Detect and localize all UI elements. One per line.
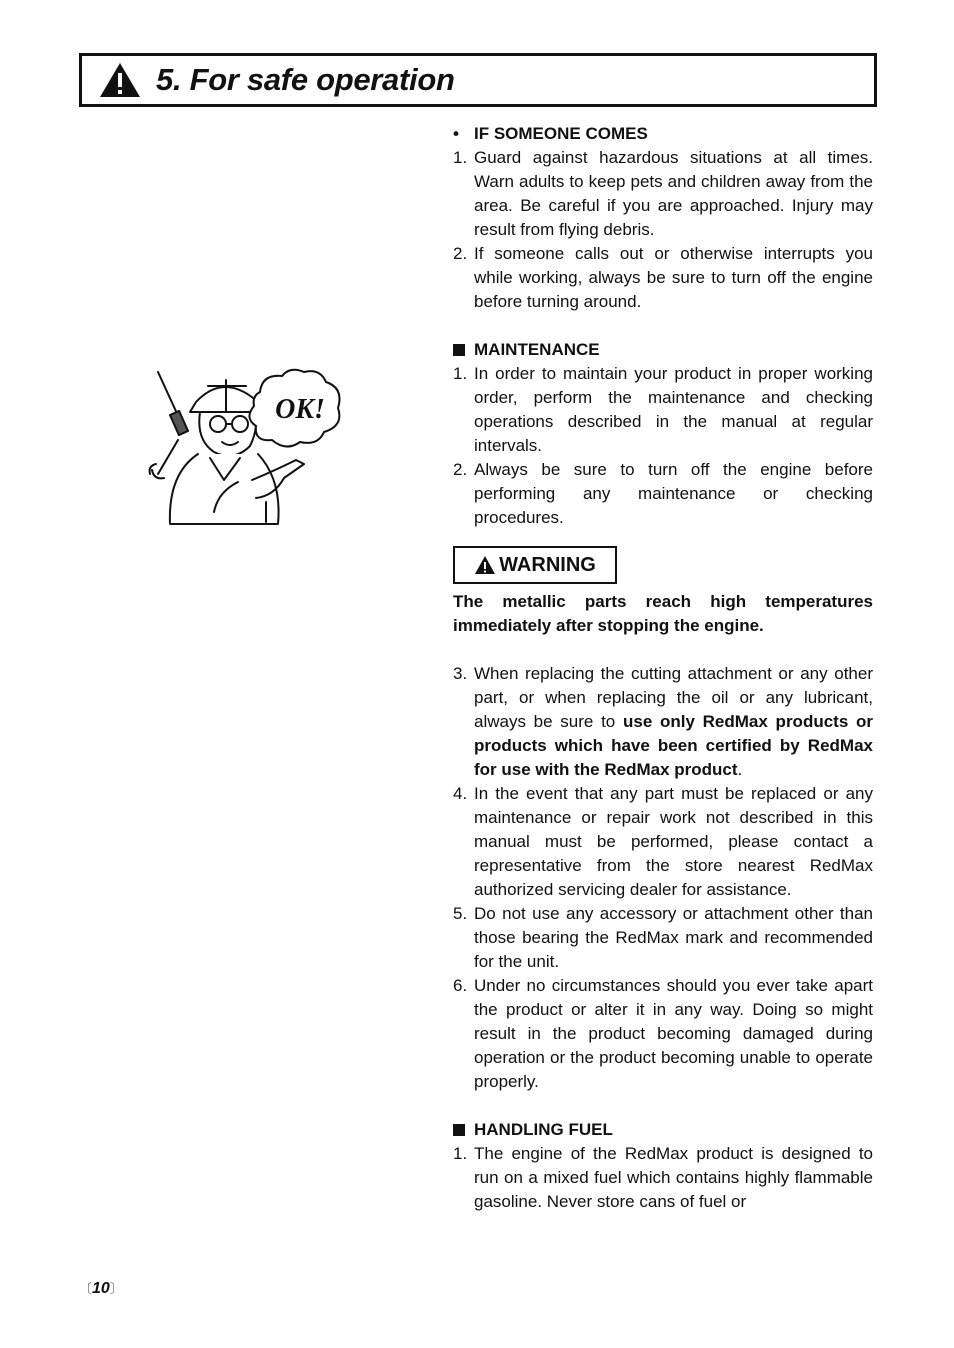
heading-text: MAINTENANCE bbox=[474, 340, 600, 359]
item-number: 3. bbox=[453, 664, 468, 683]
section-heading-someone-comes bbox=[453, 122, 873, 146]
item-text: The engine of the RedMax product is designed to run on a mixed fuel which contains highly flammable gasoline. Never store cans of fuel or bbox=[474, 1144, 873, 1211]
page-number-value: 10 bbox=[92, 1280, 110, 1297]
item-number: 6. bbox=[453, 976, 468, 995]
list-item bbox=[453, 146, 873, 242]
speech-text: OK! bbox=[275, 394, 325, 425]
section-heading-maintenance bbox=[453, 338, 873, 362]
page-bracket-close: 〕 bbox=[109, 1281, 123, 1296]
item-number: 4. bbox=[453, 784, 468, 803]
item-text: In the event that any part must be replaced or any maintenance or repair work not described in this manual must be performed, please contact a representative from the store nearest RedMax authorized servicing dealer for assistance. bbox=[474, 784, 873, 899]
item-number: 1. bbox=[453, 148, 468, 167]
list-item bbox=[453, 362, 873, 458]
warning-triangle-icon bbox=[474, 555, 496, 575]
section-heading-handling-fuel bbox=[453, 1118, 873, 1142]
section-header bbox=[79, 53, 877, 107]
list-item bbox=[453, 662, 873, 782]
list-item bbox=[453, 1142, 873, 1214]
item-number: 2. bbox=[453, 460, 468, 479]
warning-text: The metallic parts reach high temperatures immediately after stopping the engine. bbox=[453, 592, 873, 635]
worker-ok-illustration bbox=[148, 362, 348, 534]
list-item bbox=[453, 458, 873, 530]
item-number: 1. bbox=[453, 364, 468, 383]
list-item bbox=[453, 782, 873, 902]
item-number: 1. bbox=[453, 1144, 468, 1163]
page-bracket-open: 〔 bbox=[79, 1281, 93, 1296]
item-number: 2. bbox=[453, 244, 468, 263]
heading-text: IF SOMEONE COMES bbox=[474, 124, 648, 143]
page-number bbox=[79, 1278, 123, 1298]
item-text: Always be sure to turn off the engine before performing any maintenance or checking procedures. bbox=[474, 460, 873, 527]
list-item bbox=[453, 902, 873, 974]
item-text: Do not use any accessory or attachment other than those bearing the RedMax mark and recommended for the unit. bbox=[474, 904, 873, 971]
list-item bbox=[453, 242, 873, 314]
list-item bbox=[453, 974, 873, 1094]
warning-label-box bbox=[453, 546, 617, 584]
item-text: Under no circumstances should you ever take apart the product or alter it in any way. Doing so might result in the product becoming damaged during operation or the product becoming unable to operate properly. bbox=[474, 976, 873, 1091]
item-text: Guard against hazardous situations at all times. Warn adults to keep pets and children away from the area. Be careful if you are approached. Injury may result from flying debris. bbox=[474, 148, 873, 239]
item-text: In order to maintain your product in proper working order, perform the maintenance and checking operations described in the manual at regular intervals. bbox=[474, 364, 873, 455]
square-bullet-icon bbox=[453, 344, 465, 356]
emphasis-text: use only RedMax products or products which have been certified by RedMax for use with the RedMax product bbox=[474, 712, 873, 779]
page-title: 5. For safe operation bbox=[156, 62, 455, 97]
content-column bbox=[453, 122, 873, 1214]
item-text: When replacing the cutting attachment or any other part, or when replacing the oil or any lubricant, always be sure to use only RedMax products or products which have been certified by RedMax for use with the RedMax product. bbox=[474, 664, 873, 779]
square-bullet-icon bbox=[453, 1124, 465, 1136]
item-number: 5. bbox=[453, 904, 468, 923]
bullet-marker: • bbox=[453, 124, 459, 143]
warning-triangle-icon bbox=[98, 61, 142, 99]
heading-text: HANDLING FUEL bbox=[474, 1120, 613, 1139]
item-text: If someone calls out or otherwise interrupts you while working, always be sure to turn off the engine before turning around. bbox=[474, 244, 873, 311]
warning-label: WARNING bbox=[499, 554, 596, 576]
